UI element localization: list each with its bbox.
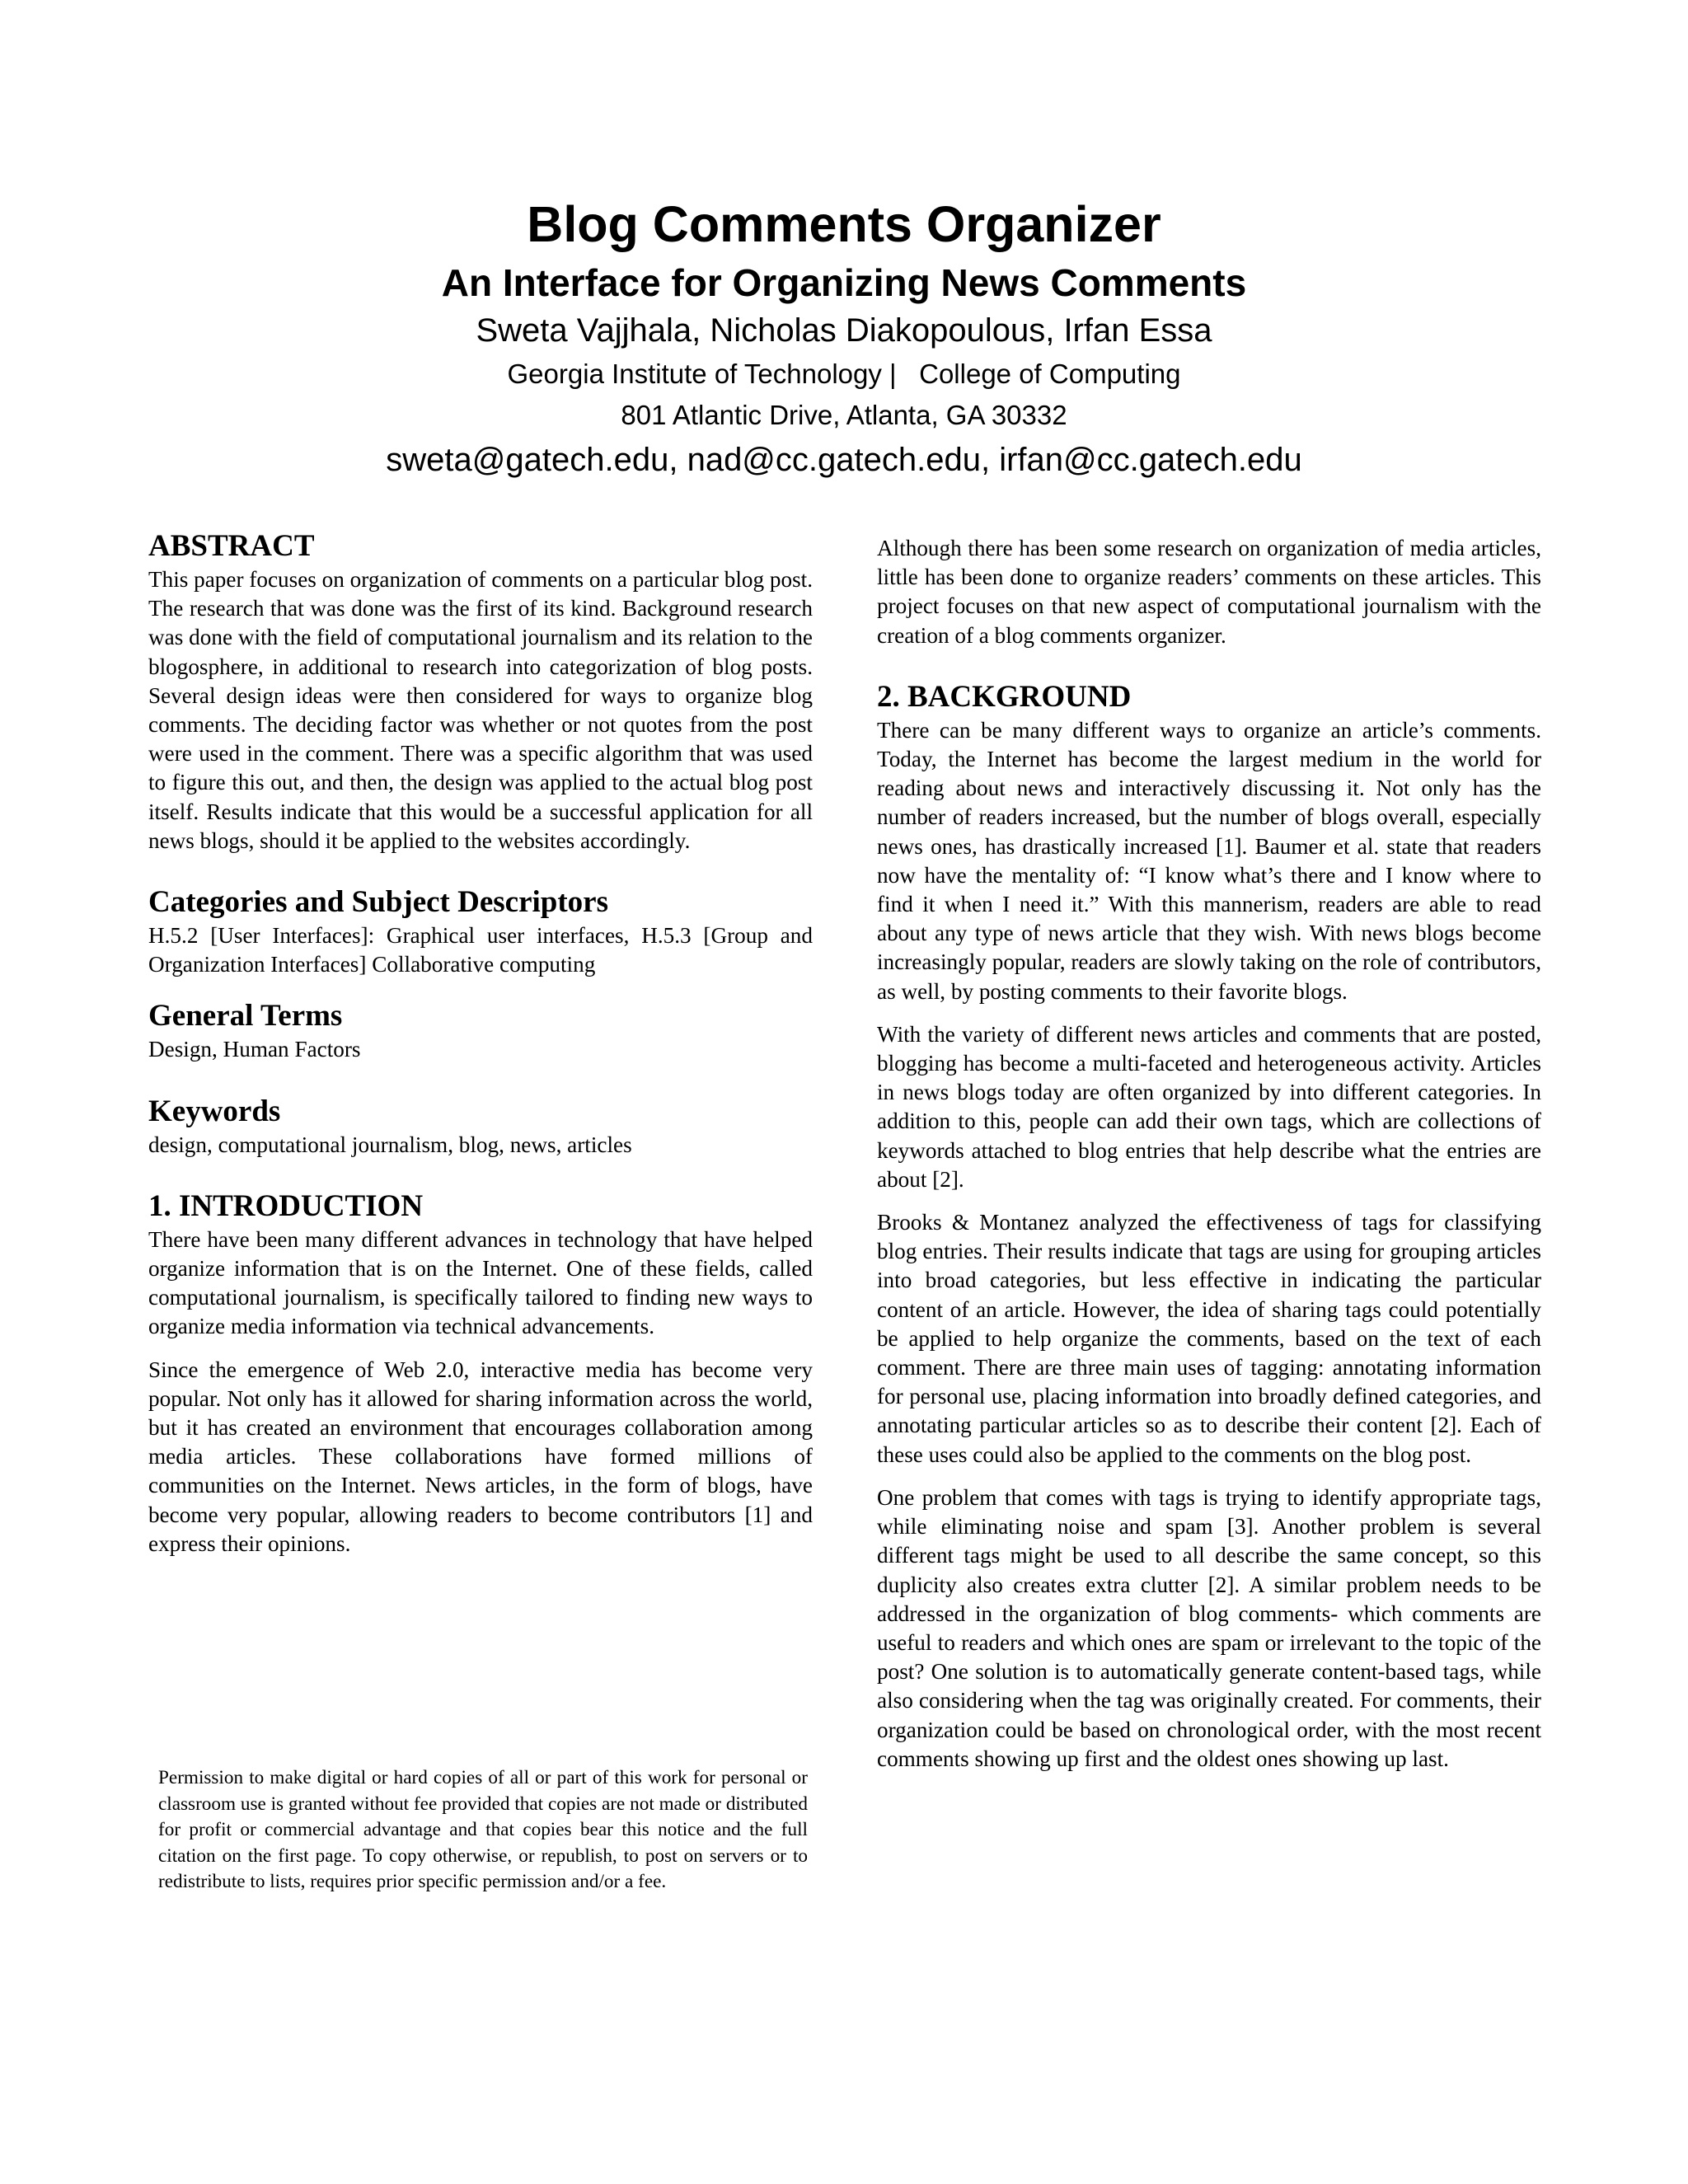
introduction-continuation: Although there has been some research on organization of media articles, little has been done to organize readers’ comments on these articles. This project focuses on that new aspect of computational journalism with the creation of a blog comments organizer. — [877, 536, 1541, 648]
general-terms-text: Design, Human Factors — [148, 1037, 361, 1062]
introduction-section — [148, 1188, 813, 1558]
author-list: Sweta Vajjhala, Nicholas Diakopoulous, Irfan Essa — [476, 312, 1212, 349]
categories-section — [148, 883, 813, 979]
keywords-text: design, computational journalism, blog, news, articles — [148, 1132, 632, 1157]
affiliation — [0, 356, 1688, 392]
categories-text: H.5.2 [User Interfaces]: Graphical user interfaces, H.5.3 [Group and Organization Interfaces] Collaborative computing — [148, 923, 813, 977]
background-paragraph: With the variety of different news articles and comments that are posted, blogging has become a multi-faceted and heterogeneous activity. Articles in news blogs today are often organized by into different categories. In addition to this, people can add their own tags, which are collections of keywords attached to blog entries that help describe what the entries are about [2]. — [877, 1021, 1541, 1192]
general-terms-section — [148, 997, 813, 1064]
background-section — [877, 678, 1541, 1774]
introduction-paragraph: Since the emergence of Web 2.0, interactive media has become very popular. Not only has it allowed for sharing information across the world, but it has created an environment that encourages collaboration among media articles. These collaborations have formed millions of communities on the Internet. News articles, in the form of blogs, have become very popular, allowing readers to become contributors [1] and express their opinions. — [148, 1357, 813, 1556]
author-emails: sweta@gatech.edu, nad@cc.gatech.edu, irfan@cc.gatech.edu — [386, 442, 1302, 478]
right-column — [877, 534, 1541, 1774]
paper-subtitle: An Interface for Organizing News Comments — [441, 261, 1247, 304]
background-paragraph: There can be many different ways to organize an article’s comments. Today, the Internet has become the largest medium in the world for reading about news and interactively discussing it. Not only has the number of readers increased, but the number of blogs overall, especially news ones, has drastically increased [1]. Baumer et al. state that readers now have the mentality of: “I know what’s there and I know where to find it when I need it.” With this mannerism, readers are able to read about any type of news article that they wish. With news blogs become increasingly popular, readers are slowly taking on the role of contributors, as well, by posting comments to their favorite blogs. — [877, 717, 1541, 1004]
affiliation-institution: Georgia Institute of Technology | — [507, 359, 897, 389]
abstract-section — [148, 527, 813, 855]
permission-notice: Permission to make digital or hard copies of all or part of this work for personal or classroom use is granted without fee provided that copies are not made or distributed for profit or commercial advantage and that copies bear this notice and the full citation on the first page. To copy otherwise, or republish, to post on servers or to redistribute to lists, requires prior specific permission and/or a fee. — [158, 1767, 808, 1893]
introduction-paragraph: There have been many different advances in technology that have helped organize information that is on the Internet. One of these fields, called computational journalism, is specifically tailored to finding new ways to organize media information via technical advancements. — [148, 1226, 813, 1339]
introduction-heading: 1. INTRODUCTION — [148, 1188, 424, 1223]
postal-address: 801 Atlantic Drive, Atlanta, GA 30332 — [621, 400, 1067, 430]
categories-heading: Categories and Subject Descriptors — [148, 885, 608, 920]
abstract-text: This paper focuses on organization of comments on a particular blog post. The research that was done was the first of its kind. Background research was done with the field of computational journalism and its relation to the blogosphere, in additional to research into categorization of blog posts. Several design ideas were then considered for ways to organize blog comments. The deciding factor was whether or not quotes from the post were used in the comment. There was a specific algorithm that was used to figure this out, and then, the design was applied to the actual blog post itself. Results indicate that this would be a successful application for all news blogs, should it be applied to the websites accordingly. — [148, 567, 813, 853]
background-paragraph: Brooks & Montanez analyzed the effectiveness of tags for classifying blog entries. Their results indicate that tags are using for grouping articles into broad categories, but less effective in indicating the particular content of an article. However, the idea of sharing tags could potentially be applied to help organize the comments, based on the text of each comment. There are three main uses of tagging: annotating information for personal use, placing information into broadly defined categories, and annotating particular articles so as to describe their content [2]. Each of these uses could also be applied to the comments on the blog post. — [877, 1210, 1541, 1467]
keywords-section — [148, 1093, 813, 1160]
general-terms-heading: General Terms — [148, 999, 343, 1033]
background-paragraph: One problem that comes with tags is trying to identify appropriate tags, while eliminating noise and spam [3]. Another problem is several different tags might be used to all describe the same concept, so this duplicity also creates extra clutter [2]. A similar problem needs to be addressed in the organization of blog comments- which comments are useful to readers and which ones are spam or irrelevant to the topic of the post? One solution is to automatically generate content-based tags, while also considering when the tag was originally created. For comments, their organization could be based on chronological order, with the most recent comments showing up first and the oldest ones showing up last. — [877, 1484, 1541, 1771]
affiliation-college: College of Computing — [919, 359, 1181, 389]
abstract-heading: ABSTRACT — [148, 529, 315, 563]
left-column — [148, 527, 813, 1558]
background-heading: 2. BACKGROUND — [877, 679, 1132, 714]
paper-title: Blog Comments Organizer — [527, 196, 1161, 252]
keywords-heading: Keywords — [148, 1094, 281, 1128]
